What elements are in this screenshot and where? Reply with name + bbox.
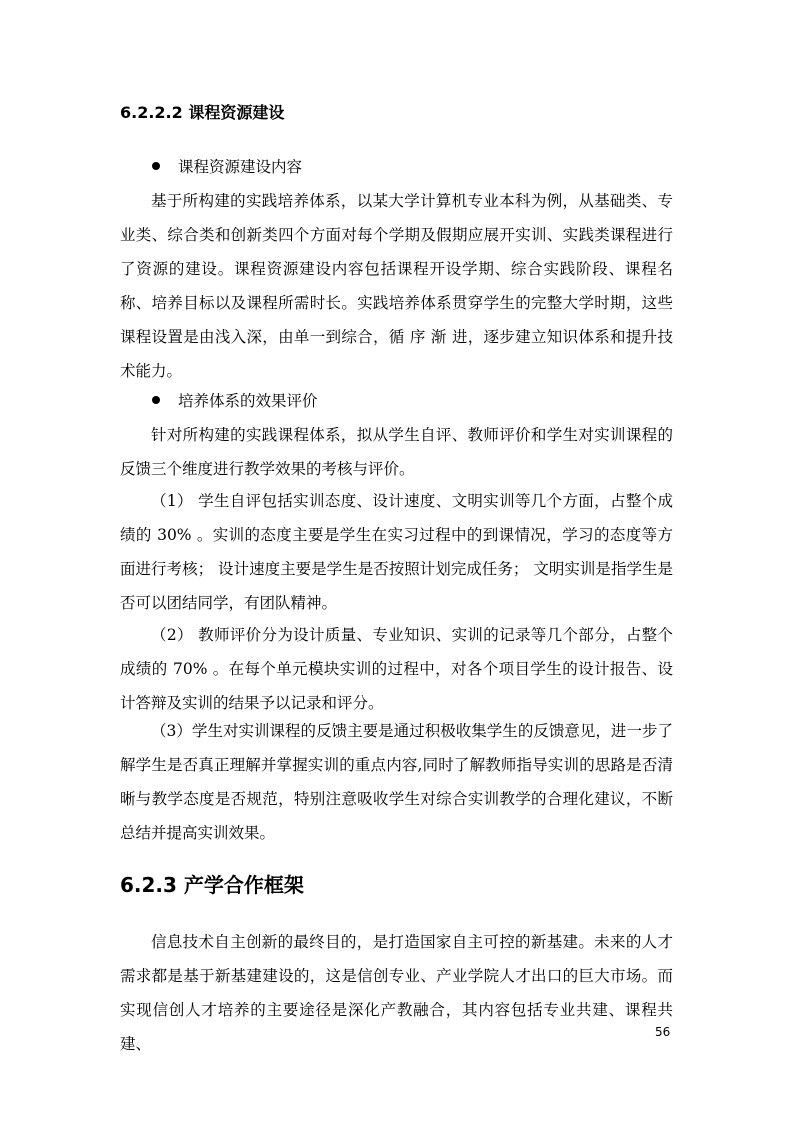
paragraph-student-feedback: （3）学生对实训课程的反馈主要是通过积极收集学生的反馈意见，进一步了解学生是否真正理解并掌握实训的重点内容,同时了解教师指导实训的思路是否清晰与教学态度是否规范，特别注意吸收学生对综合实训教学的合理化建议，不断总结并提高实训效果。	[120, 722, 673, 842]
bullet-label: 课程资源建设内容	[178, 158, 303, 176]
bullet-dot-icon	[152, 162, 160, 170]
paragraph-industry-cooperation: 信息技术自主创新的最终目的，是打造国家自主可控的新基建。未来的人才需求都是基于新基建建设的，这是信创专业、产业学院人才出口的巨大市场。而实现信创人才培养的主要途径是深化产教融合，其内容包括专业共建、课程共建、	[120, 933, 673, 1053]
paragraph-evaluation-intro: 针对所构建的实践课程体系，拟从学生自评、教师评价和学生对实训课程的反馈三个维度进行教学效果的考核与评价。	[120, 426, 673, 478]
bullet-item-course-resources	[152, 150, 302, 184]
bullet-dot-icon	[152, 396, 160, 404]
paragraph-course-resources: 基于所构建的实践培养体系，以某大学计算机专业本科为例，从基础类、专业类、综合类和创新类四个方面对每个学期及假期应展开实训、实践类课程进行了资源的建设。课程资源建设内容包括课程开设学期、综合实践阶段、课程名称、培养目标以及课程所需时长。实践培养体系贯穿学生的完整大学时期，这些课程设置是由浅入深，由单一到综合，循 序 渐 进，逐步建立知识体系和提升技术能力。	[120, 192, 673, 380]
paragraph-teacher-evaluation: （2） 教师评价分为设计质量、专业知识、实训的记录等几个部分，占整个成绩的 70% 。在每个单元模块实训的过程中，对各个项目学生的设计报告、设计答辩及实训的结果予以记录和评分。	[120, 626, 673, 712]
bullet-item-evaluation	[152, 384, 318, 418]
section-heading-6-2-3: 6.2.3 产学合作框架	[120, 873, 304, 897]
paragraph-self-evaluation: （1） 学生自评包括实训态度、设计速度、文明实训等几个方面，占整个成绩的 30% 。实训的态度主要是学生在实习过程中的到课情况，学习的态度等方面进行考核； 设计速度主要是学生是否按照计划完成任务； 文明实训是指学生是否可以团结同学，有团队精神。	[120, 492, 673, 612]
bullet-label: 培养体系的效果评价	[178, 392, 318, 410]
page-number: 56	[655, 1025, 671, 1039]
section-heading-6-2-2-2: 6.2.2.2 课程资源建设	[120, 103, 285, 122]
